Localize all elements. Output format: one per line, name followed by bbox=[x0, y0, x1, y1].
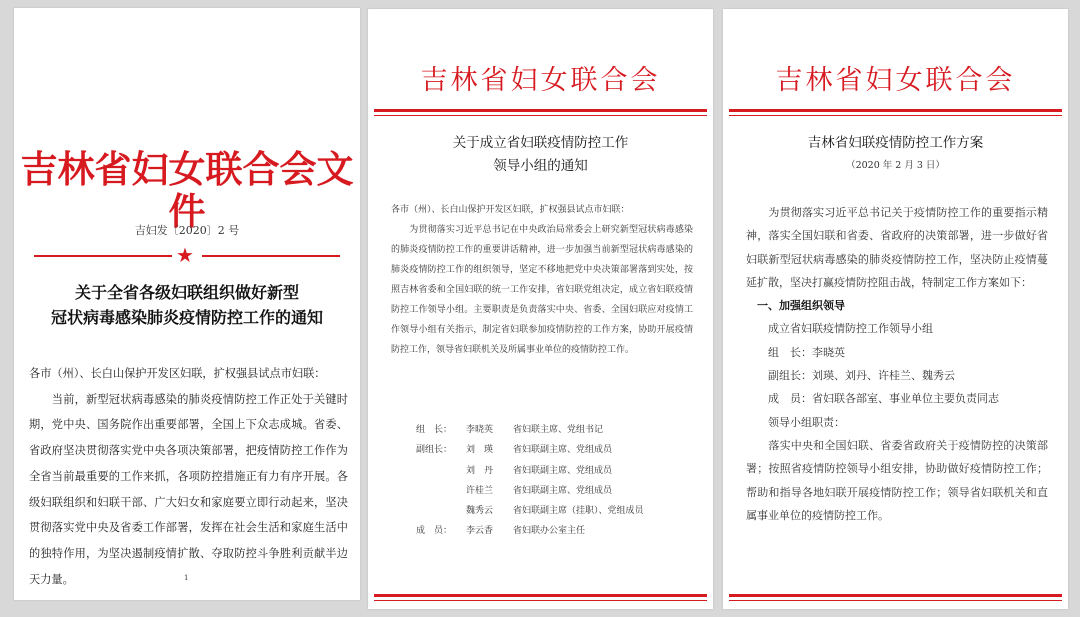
document-body bbox=[29, 361, 348, 592]
title-line: 领导小组的通知 bbox=[493, 158, 588, 174]
title-line: 关于成立省妇联疫情防控工作 bbox=[452, 135, 629, 151]
member-list bbox=[416, 420, 644, 542]
member-name: 李晓英 bbox=[466, 425, 494, 435]
document-page-1 bbox=[14, 8, 360, 600]
header-rule-thin bbox=[729, 115, 1062, 116]
body-line: 领导小组职责： bbox=[746, 415, 845, 429]
footer-rule-thick bbox=[374, 594, 707, 597]
paragraph: 为贯彻落实习近平总书记在中央政治局常委会上研究新型冠状病毒感染的肺炎疫情防控工作的重要讲话精神，进一步加强当前新型冠状病毒感染的肺炎疫情防控工作的组织领导，坚定不移地把党中央决策部署落到实处，按照吉林省委和全国妇联的统一工作安排，省妇联党组决定，成立省妇联疫情防控工作领导小组。主要职责是负责落实中央、省委、全国妇联应对疫情工作领导小组有关指示，制定省妇联参加疫情防控的工作方案，协助开展疫情防控工作，领导省妇联机关及所属事业单位的疫情防控工作。 bbox=[391, 225, 693, 355]
member-name: 刘 瑛 bbox=[466, 445, 494, 456]
intro-paragraph: 为贯彻落实习近平总书记关于疫情防控工作的重要指示精神，落实全国妇联和省委、省政府的决策部署，进一步做好省妇联新型冠状病毒感染的肺炎疫情防控工作，坚决防止疫情蔓延扩散，坚决打赢疫情防控阻击战，特制定工作方案如下： bbox=[746, 206, 1048, 289]
member-row bbox=[416, 420, 644, 440]
member-label: 成 员： bbox=[416, 526, 453, 537]
document-page-2 bbox=[368, 9, 713, 609]
member-row bbox=[416, 521, 644, 541]
title-line: 冠状病毒感染肺炎疫情防控工作的通知 bbox=[50, 308, 323, 327]
salutation: 各市（州）、长白山保护开发区妇联，扩权强县试点市妇联： bbox=[29, 367, 326, 380]
document-body bbox=[746, 201, 1048, 527]
member-role: 省妇联副主席、党组成员 bbox=[513, 485, 613, 496]
letterhead: 吉林省妇女联合会 bbox=[420, 65, 661, 96]
member-row bbox=[416, 481, 644, 501]
member-row bbox=[416, 501, 644, 521]
star-icon: ★ bbox=[176, 243, 194, 267]
section-heading: 一、加强组织领导 bbox=[746, 299, 845, 313]
header-rule-thin bbox=[374, 115, 707, 116]
notice-title bbox=[14, 280, 360, 330]
member-label: 副组长： bbox=[416, 445, 453, 456]
member-role: 省妇联主席、党组书记 bbox=[513, 425, 604, 435]
footer-rule-thin bbox=[729, 600, 1062, 601]
plan-title: 吉林省妇联疫情防控工作方案 bbox=[807, 135, 984, 151]
letterhead: 吉林省妇女联合会 bbox=[775, 65, 1016, 96]
body-line: 副组长：刘瑛、刘丹、许桂兰、魏秀云 bbox=[746, 369, 955, 383]
member-role: 省妇联副主席、党组成员 bbox=[513, 465, 613, 476]
member-name: 魏秀云 bbox=[466, 506, 494, 517]
divider-left bbox=[34, 255, 172, 257]
page-number: 1 bbox=[184, 574, 189, 582]
member-name: 李云香 bbox=[466, 526, 494, 537]
member-role: 省妇联副主席、党组成员 bbox=[513, 445, 613, 456]
document-number: 吉妇发〔2020〕2 号 bbox=[134, 224, 240, 237]
plan-date: （2020 年 2 月 3 日） bbox=[846, 160, 945, 171]
body-line: 成立省妇联疫情防控工作领导小组 bbox=[746, 322, 933, 336]
member-role: 省妇联副主席（挂职）、党组成员 bbox=[513, 506, 644, 517]
header-rule-thick bbox=[374, 109, 707, 112]
member-name: 许桂兰 bbox=[466, 485, 494, 496]
document-title: 吉林省妇女联合会文件 bbox=[20, 147, 354, 233]
divider-right bbox=[202, 255, 340, 257]
member-name: 刘 丹 bbox=[466, 465, 494, 476]
document-body bbox=[391, 200, 693, 360]
footer-rule-thick bbox=[729, 594, 1062, 597]
body-line: 组 长：李晓英 bbox=[746, 345, 845, 359]
member-label: 组 长： bbox=[416, 425, 453, 435]
member-role: 省妇联办公室主任 bbox=[513, 526, 586, 537]
body-line: 成 员：省妇联各部室、事业单位主要负责同志 bbox=[746, 392, 999, 406]
salutation: 各市（州）、长白山保护开发区妇联，扩权强县试点市妇联： bbox=[391, 205, 630, 215]
duty-paragraph: 落实中央和全国妇联、省委省政府关于疫情防控的决策部署；按照省疫情防控领导小组安排，协助做好疫情防控工作；帮助和指导各地妇联开展疫情防控工作；领导省妇联机关和直属事业单位的疫情防控工作。 bbox=[746, 438, 1048, 522]
title-line: 关于全省各级妇联组织做好新型 bbox=[74, 283, 299, 302]
member-row bbox=[416, 461, 644, 481]
document-page-3 bbox=[723, 9, 1068, 609]
notice-title bbox=[368, 132, 713, 178]
header-rule-thick bbox=[729, 109, 1062, 112]
paragraph: 当前，新型冠状病毒感染的肺炎疫情防控工作正处于关键时期，党中央、国务院作出重要部署，全国上下众志成城。省委、省政府坚决贯彻落实党中央各项决策部署，把疫情防控工作作为全省当前最重要的工作来抓，各项防控措施正有力有序开展。各级妇联组织和妇联干部、广大妇女和家庭要立即行动起来，坚决贯彻落实党中央及省委工作部署，发挥在社会生活和家庭生活中的独特作用，为坚决遏制疫情扩散、夺取防控斗争胜利贡献半边天力量。 bbox=[29, 392, 348, 586]
footer-rule-thin bbox=[374, 600, 707, 601]
member-row bbox=[416, 440, 644, 460]
